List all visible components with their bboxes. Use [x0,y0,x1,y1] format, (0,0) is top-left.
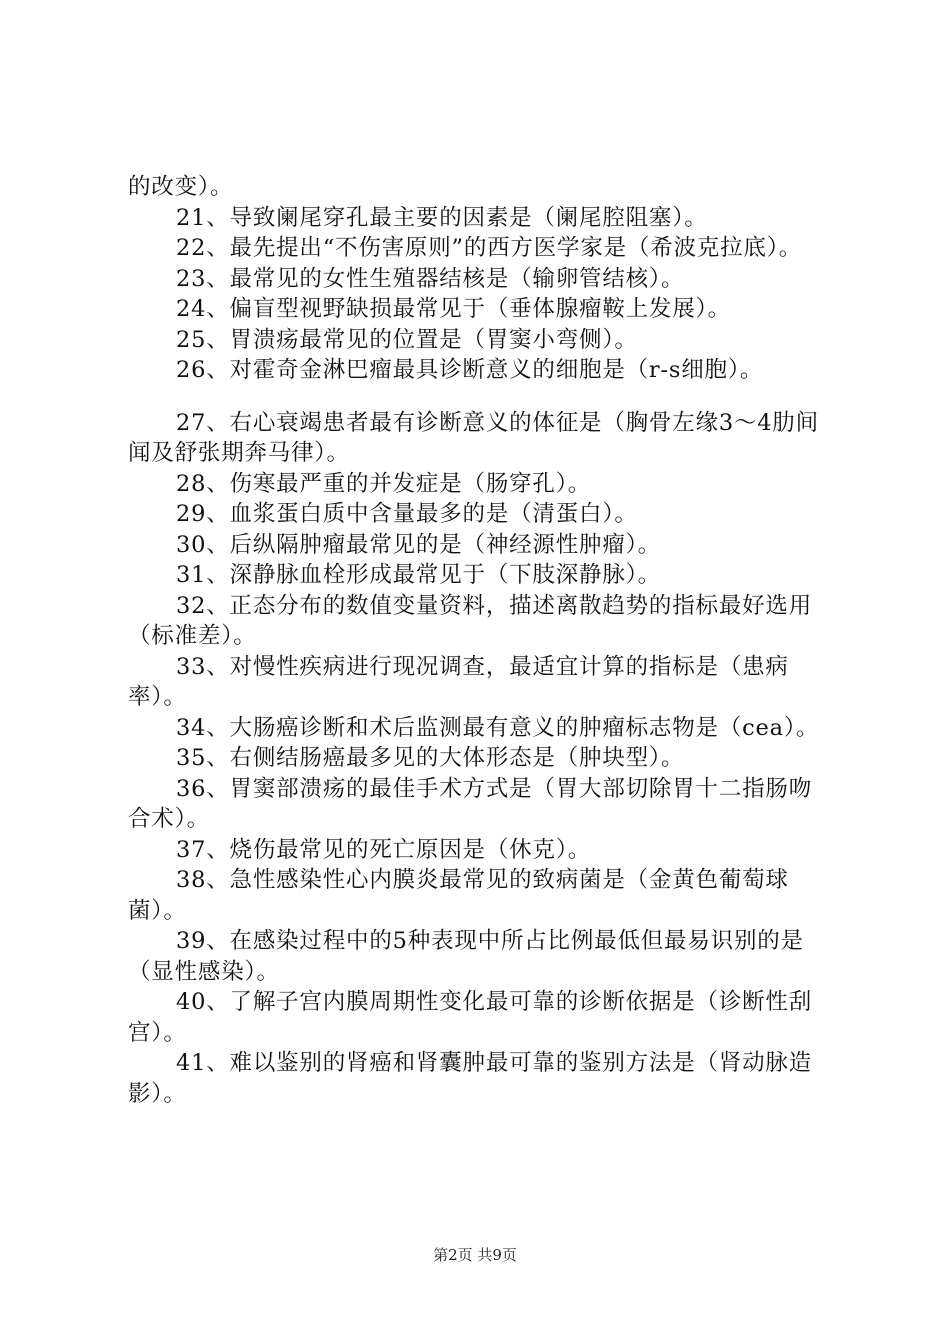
page-number-footer: 第2页 共9页 [433,1246,517,1264]
paragraph-item-34: 34、大肠癌诊断和术后监测最有意义的肿瘤标志物是（cea）。 [176,714,820,741]
paragraph-item-25: 25、胃溃疡最常见的位置是（胃窦小弯侧）。 [176,326,638,353]
paragraph-item-21: 21、导致阑尾穿孔最主要的因素是（阑尾腔阻塞）。 [176,204,708,231]
paragraph-item-24: 24、偏盲型视野缺损最常见于（垂体腺瘤鞍上发展）。 [176,296,731,322]
paragraph-item-39: 39、在感染过程中的5种表现中所占比例最低但最易识别的是（显性感染）。 [128,928,804,985]
paragraph-item-31: 31、深静脉血栓形成最常见于（下肢深静脉）。 [176,562,661,588]
paragraph-item-23: 23、最常见的女性生殖器结核是（输卵管结核）。 [176,265,685,292]
paragraph-item-29: 29、血浆蛋白质中含量最多的是（清蛋白）。 [176,501,638,527]
paragraph-item-22: 22、最先提出“不伤害原则”的西方医学家是（希波克拉底）。 [176,235,803,261]
paragraph-item-38: 38、急性感染性心内膜炎最常见的致病菌是（金黄色葡萄球菌）。 [128,867,789,924]
document-body [128,172,832,1109]
paragraph-item-27: 27、右心衰竭患者最有诊断意义的体征是（胸骨左缘3～4肋间闻及舒张期奔马律）。 [128,409,819,466]
paragraph-item-30: 30、后纵隔肿瘤最常见的是（神经源性肿瘤）。 [176,531,661,558]
paragraph-item-33: 33、对慢性疾病进行现况调查，最适宜计算的指标是（患病率）。 [128,653,789,710]
paragraph-item-32: 32、正态分布的数值变量资料，描述离散趋势的指标最好选用（标准差）。 [128,592,813,649]
paragraph-item-28: 28、伤寒最严重的并发症是（肠穿孔）。 [176,470,592,497]
paragraph-item-37: 37、烧伤最常见的死亡原因是（休克）。 [176,836,592,863]
paragraph-item-36: 36、胃窦部溃疡的最佳手术方式是（胃大部切除胃十二指肠吻合术）。 [128,775,813,832]
paragraph-continuation: 的改变）。 [128,174,234,200]
paragraph-item-35: 35、右侧结肠癌最多见的大体形态是（肿块型）。 [176,745,685,771]
paragraph-item-26: 26、对霍奇金淋巴瘤最具诊断意义的细胞是（r-s细胞）。 [176,357,764,383]
paragraph-item-41: 41、难以鉴别的肾癌和肾囊肿最可靠的鉴别方法是（肾动脉造影）。 [128,1050,813,1107]
paragraph-item-40: 40、了解子宫内膜周期性变化最可靠的诊断依据是（诊断性刮宫）。 [128,989,813,1046]
